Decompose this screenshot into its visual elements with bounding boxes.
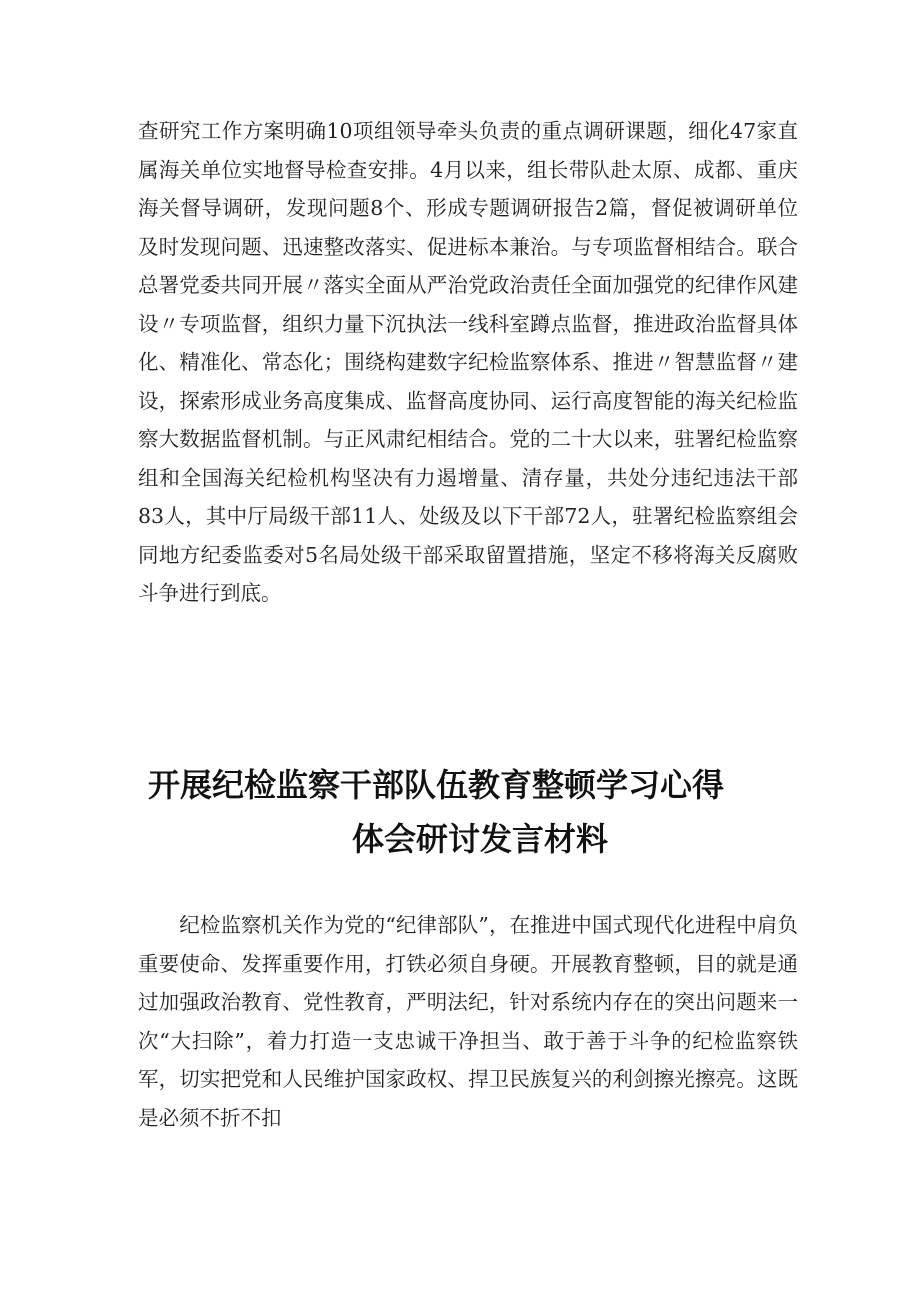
section-title-line-1: 开展纪检监察干部队伍教育整顿学习心得 bbox=[148, 766, 725, 804]
section-title-line-2: 体会研讨发言材料 bbox=[352, 820, 609, 858]
section-title bbox=[0, 758, 920, 866]
continuation-paragraph: 查研究工作方案明确10项组领导牵头负责的重点调研课题，细化47家直属海关单位实地督导检查安排。4月以来，组长带队赴太原、成都、重庆海关督导调研，发现问题8个、形成专题调研报告2篇，督促被调研单位及时发现问题、迅速整改落实、促进标本兼治。与专项监督相结合。联合总署党委共同开展〃落实全面从严治党政治责任全面加强党的纪律作风建设〃专项监督，组织力量下沉执法一线科室蹲点监督，推进政治监督具体化、精准化、常态化；围绕构建数字纪检监察体系、推进〃智慧监督〃建设，探索形成业务高度集成、监督高度协同、运行高度智能的海关纪检监察大数据监督机制。与正风肃纪相结合。党的二十大以来，驻署纪检监察组和全国海关纪检机构坚决有力遏增量、清存量，共处分违纪违法干部83人，其中厅局级干部11人、处级及以下干部72人，驻署纪检监察组会同地方纪委监委对5名局处级干部采取留置措施，坚定不移将海关反腐败斗争进行到底。 bbox=[138, 119, 798, 605]
opening-paragraph: 纪检监察机关作为党的“纪律部队”，在推进中国式现代化进程中肩负重要使命、发挥重要作用，打铁必须自身硬。开展教育整顿，目的就是通过加强政治教育、党性教育，严明法纪，针对系统内存在的突出问题来一次“大扫除”，着力打造一支忠诚干净担当、敢于善于斗争的纪检监察铁军，切实把党和人民维护国家政权、捍卫民族复兴的利剑擦光擦亮。这既是必须不折不扣 bbox=[138, 913, 798, 1130]
